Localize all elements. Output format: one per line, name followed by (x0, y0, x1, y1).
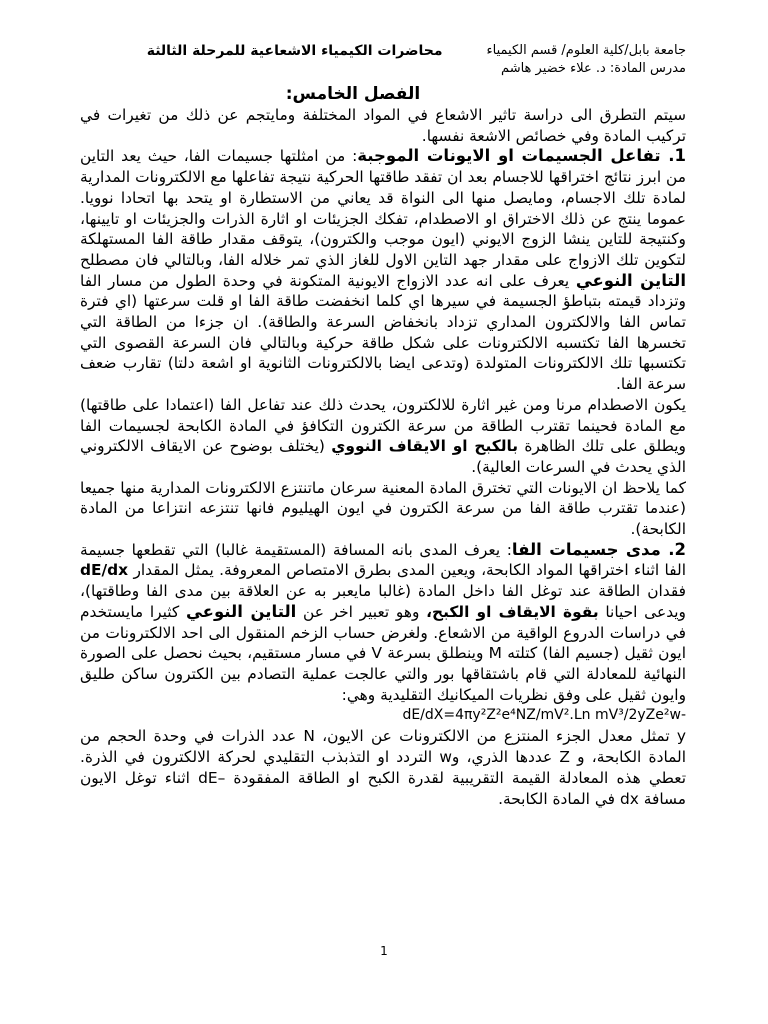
section2-text-c: وهو تعبير اخر عن (296, 602, 427, 621)
section2-term1: بقوة الايقاف او الكبح، (426, 602, 599, 621)
intro-paragraph: سيتم التطرق الى دراسة تاثير الاشعاع في المواد المختلفة ومايتجم عن ذلك من تغيرات في تركيب المادة وفي خصائص الاشعة نفسها. (80, 106, 686, 145)
section1-text-a: : من امثلتها جسيمات الفا، حيث يعد التاين من ابرز نتائج اختراقها للاجسام بعد ان تفقد طاقتها الحركية نتيجة تفاعلها مع الالكترونات المدارية لمادة تلك الاجسام، ومايصل منها الى النواة قد يعاني من الاستطارة او يتحد بها اتحادا نوويا. عموما ينتج عن ذلك الاختراق او الاصطدام، تفكك الجزيئات او اثارة الذرات والجزيئات او تايينها، وكنتيجة للتاين ينشا الزوج الايوني (ايون موجب والكترون)، يتوقف مقدار طاقة الفا المستهلكة لتكوين تلك الازواج على مقدار جهد التاين الاول للغاز الذي تمر خلاله الفا، وبالتالي فان مصطلح (80, 147, 686, 269)
page-header (80, 42, 686, 78)
document-body (80, 105, 686, 809)
section2-paragraph (80, 540, 686, 706)
header-left-block (147, 42, 443, 78)
section1-heading: 1. تفاعل الجسيمات او الايونات الموجبة (357, 146, 687, 166)
section1-p2-term: بالكبح او الايقاف النووي (331, 437, 519, 456)
formula-explanation: y تمثل معدل الجزء المنتزع من الالكترونات عن الايون، N عدد الذرات في وحدة الحجم من المادة الكابحة، و Z عددها الذري، وw التردد او التذبذب التقليدي لحركة الالكترون في الذرة. تعطي هذه المعادلة القيمة التقريبية لقدرة الكبح او الطاقة المفقودة –dE اثناء توغل الايون مسافة dx في المادة الكابحة. (80, 727, 686, 808)
section1-paragraph1 (80, 146, 686, 394)
section2-heading: 2. مدى جسيمات الفا (511, 539, 686, 559)
bohr-formula: dE/dX=4πy²Z²e⁴NZ/mV².Ln mV³/2yZe²w- (402, 707, 686, 724)
section2-text-a: : يعرف المدى بانه المسافة (المستقيمة غالبا) التي تقطعها جسيمة الفا اثناء اختراقها المواد الكابحة، ويعين المدى بطرق الامتصاص المعروفة. يمثل المقدار (80, 540, 686, 580)
section1-p2-text-b: (يختلف بوضوح عن الايقاف الالكتروني الذي يحدث في السرعات العالية). (80, 437, 686, 476)
section2-term2: التاين النوعي (185, 601, 297, 621)
section2-text-d: كثيرا مايستخدم في دراسات الدروع الواقية من الاشعاع. ولغرض حساب الزخم المنقول الى احد الالكترونات من ايون ثقيل (جسيم الفا) كتلته M وينطلق بسرعة V في مسار مستقيم، بحيث نحصل على الصورة النهائية للمعادلة التي قام باشتقاقها بور والتي عالجت عملية التصادم بين الكترون ساكن طليق وايون ثقيل على وفق نظريات الميكانيك التقليدية وهي: (80, 602, 686, 704)
header-right-block (487, 42, 686, 78)
chapter-title: الفصل الخامس: (285, 84, 421, 104)
teacher-line: مدرس المادة: د. علاء خضير هاشم (501, 61, 686, 76)
section1-text-b: يعرف على انه عدد الازواج الايونية المتكونة في وحدة الطول من مسار الفا وتزداد قيمته بتباطؤ الجسيمة في سيرها اي كلما انخفضت طاقة الفا او قلت سرعتها (اي فترة تماس الفا والالكترون المداري تزداد بانخفاض السرعة والطاقة). ان جزءا من الطاقة التي تخسرها الفا تكتسبه الالكترونات على شكل طاقة حركية وبالتالي فان السرعة القصوى التي تكتسبها تلك الالكترونات المتولدة (وتدعى ايضا بالالكترونات الثانوية او اشعة دلتا) تقارب ضعف سرعة الفا. (80, 271, 686, 394)
section1-term: التاين النوعي (575, 270, 687, 290)
dedx-symbol: dE/dx (80, 561, 129, 580)
section2-text-b: فقدان الطاقة عند توغل الفا داخل المادة (غالبا مايعبر به عن العلاقة بين مدى الفا وطاقتها)، ويدعى احيانا (80, 582, 686, 621)
section1-paragraph2 (80, 395, 686, 478)
page-number: 1 (380, 944, 388, 958)
section1-p2-text-a: يكون الاصطدام مرنا ومن غير اثارة للالكترون، يحدث ذلك عند تفاعل الفا (اعتمادا على طاقتها) مع المادة فحينما تقترب الطاقة من سرعة الكترون التكافؤ في المادة الكابحة لجسيمات الفا ويطلق على تلك الظاهرة (80, 395, 686, 456)
section1-paragraph3: كما يلاحظ ان الايونات التي تخترق المادة المعنية سرعان ماتنتزع الالكترونات المدارية منها جميعا (عندما تقترب طاقة الفا من سرعة الكترون في ايون الهيليوم فانها تنتزعه انتزاعا من المادة الكابحة). (80, 478, 686, 539)
university-line: جامعة بابل/كلية العلوم/ قسم الكيمياء (486, 43, 686, 58)
course-title: محاضرات الكيمياء الاشعاعية للمرحلة الثالثة (146, 43, 443, 59)
